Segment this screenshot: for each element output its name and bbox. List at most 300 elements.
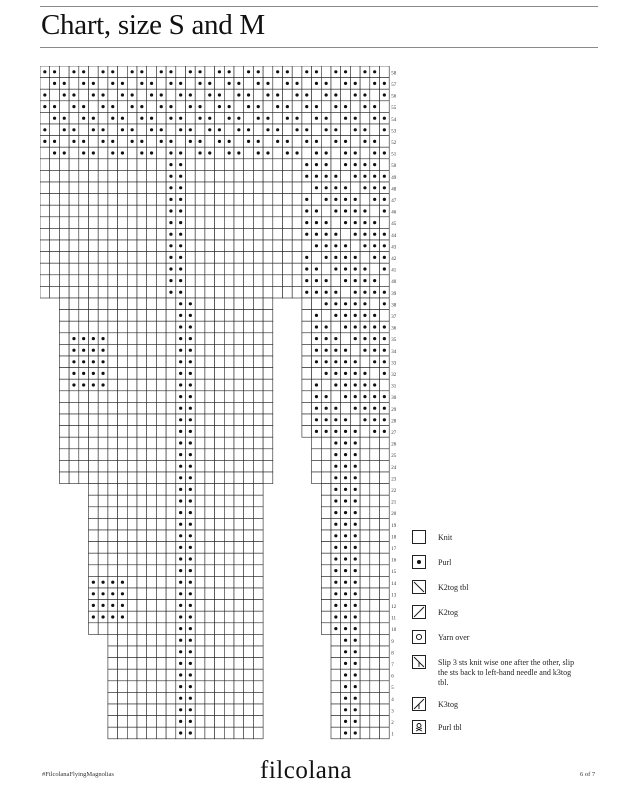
purl-dot — [344, 209, 347, 212]
purl-dot — [354, 604, 357, 607]
knit-icon — [412, 530, 426, 544]
purl-dot — [354, 430, 357, 433]
purl-dot — [247, 105, 250, 108]
chart-cell — [244, 240, 254, 252]
chart-cell — [341, 402, 351, 414]
chart-cell — [215, 112, 225, 124]
chart-cell — [118, 623, 128, 635]
chart-cell — [59, 426, 69, 438]
chart-cell — [253, 716, 263, 728]
chart-cell — [195, 182, 205, 194]
chart-cell — [147, 252, 157, 264]
chart-cell — [205, 66, 215, 78]
chart-cell — [205, 263, 215, 275]
chart-cell — [244, 681, 254, 693]
chart-cell — [205, 658, 215, 670]
chart-cell — [234, 692, 244, 704]
chart-cell — [59, 170, 69, 182]
purl-dot — [325, 430, 328, 433]
purl-dot — [179, 488, 182, 491]
chart-cell — [118, 437, 128, 449]
legend-label-k2tog-tbl: K2tog tbl — [438, 583, 469, 592]
purl-dot — [179, 244, 182, 247]
chart-cell — [263, 205, 273, 217]
chart-cell — [166, 542, 176, 554]
chart-cell — [302, 240, 312, 252]
purl-dot — [354, 279, 357, 282]
row-number: 34 — [391, 349, 397, 355]
chart-cell — [137, 333, 147, 345]
purl-dot — [305, 93, 308, 96]
row-number: 1 — [391, 732, 394, 738]
chart-cell — [98, 240, 108, 252]
purl-dot — [179, 569, 182, 572]
purl-dot — [354, 511, 357, 514]
chart-cell — [321, 484, 331, 496]
chart-cell — [98, 437, 108, 449]
purl-dot — [363, 140, 366, 143]
chart-cell — [224, 623, 234, 635]
chart-cell — [166, 344, 176, 356]
purl-dot — [334, 441, 337, 444]
chart-cell — [195, 170, 205, 182]
purl-dot — [266, 128, 269, 131]
chart-cell — [292, 217, 302, 229]
purl-dot — [334, 198, 337, 201]
chart-cell — [147, 298, 157, 310]
chart-cell — [50, 217, 60, 229]
chart-cell — [234, 600, 244, 612]
chart-cell — [137, 298, 147, 310]
chart-cell — [98, 460, 108, 472]
chart-cell — [137, 182, 147, 194]
purl-dot — [121, 82, 124, 85]
chart-cell — [370, 518, 380, 530]
purl-dot — [189, 511, 192, 514]
chart-cell — [380, 658, 390, 670]
chart-cell — [341, 286, 351, 298]
chart-cell — [137, 159, 147, 171]
chart-cell — [283, 240, 293, 252]
chart-cell — [166, 460, 176, 472]
chart-cell — [195, 484, 205, 496]
purl-dot — [315, 82, 318, 85]
purl-dot — [179, 117, 182, 120]
chart-cell — [263, 321, 273, 333]
chart-cell — [370, 681, 380, 693]
chart-cell — [147, 472, 157, 484]
chart-cell — [108, 495, 118, 507]
purl-dot — [305, 163, 308, 166]
purl-dot — [179, 708, 182, 711]
chart-cell — [147, 669, 157, 681]
chart-cell — [234, 159, 244, 171]
chart-cell — [59, 286, 69, 298]
chart-cell — [118, 402, 128, 414]
chart-cell — [215, 472, 225, 484]
chart-cell — [302, 356, 312, 368]
purl-dot — [315, 418, 318, 421]
purl-dot — [179, 128, 182, 131]
chart-cell — [331, 147, 341, 159]
purl-dot — [344, 117, 347, 120]
chart-cell — [380, 472, 390, 484]
chart-cell — [253, 553, 263, 565]
purl-dot — [354, 93, 357, 96]
chart-cell — [156, 611, 166, 623]
chart-cell — [89, 321, 99, 333]
purl-dot — [315, 349, 318, 352]
chart-cell — [195, 217, 205, 229]
chart-cell — [59, 66, 69, 78]
chart-cell — [118, 356, 128, 368]
chart-cell — [370, 727, 380, 739]
purl-dot — [344, 685, 347, 688]
purl-dot — [179, 151, 182, 154]
legend-label-yarn-over: Yarn over — [438, 633, 470, 642]
chart-cell — [321, 507, 331, 519]
chart-cell — [292, 182, 302, 194]
chart-cell — [360, 658, 370, 670]
chart-cell — [59, 101, 69, 113]
chart-cell — [156, 194, 166, 206]
purl-dot — [82, 360, 85, 363]
chart-cell — [98, 205, 108, 217]
chart-cell — [244, 298, 254, 310]
chart-cell — [215, 681, 225, 693]
purl-dot — [334, 349, 337, 352]
chart-cell — [263, 240, 273, 252]
chart-cell — [253, 170, 263, 182]
chart-cell — [263, 449, 273, 461]
chart-cell — [224, 263, 234, 275]
chart-cell — [215, 460, 225, 472]
purl-dot — [131, 105, 134, 108]
chart-cell — [244, 159, 254, 171]
chart-cell — [244, 310, 254, 322]
chart-cell — [331, 727, 341, 739]
purl-dot — [179, 302, 182, 305]
chart-cell — [79, 298, 89, 310]
chart-cell — [147, 182, 157, 194]
legend-label-slip-3: Slip 3 sts knit wise one after the other, slip the sts back to left-hand needle and k3tog tbl. — [438, 658, 575, 687]
chart-cell — [176, 66, 186, 78]
chart-cell — [166, 449, 176, 461]
chart-cell — [137, 310, 147, 322]
chart-cell — [40, 275, 50, 287]
chart-cell — [370, 507, 380, 519]
chart-cell — [234, 507, 244, 519]
chart-cell — [108, 275, 118, 287]
purl-dot — [354, 360, 357, 363]
chart-cell — [108, 681, 118, 693]
chart-cell — [224, 495, 234, 507]
chart-cell — [118, 727, 128, 739]
chart-cell — [195, 646, 205, 658]
purl-dot — [344, 221, 347, 224]
chart-cell — [69, 228, 79, 240]
chart-cell — [156, 507, 166, 519]
purl-dot — [189, 349, 192, 352]
chart-cell — [215, 530, 225, 542]
chart-cell — [137, 124, 147, 136]
purl-dot — [315, 383, 318, 386]
chart-cell — [118, 298, 128, 310]
chart-cell — [244, 484, 254, 496]
purl-dot — [373, 163, 376, 166]
chart-cell — [118, 252, 128, 264]
chart-cell — [205, 542, 215, 554]
purl-dot — [363, 93, 366, 96]
chart-cell — [156, 78, 166, 90]
chart-cell — [195, 611, 205, 623]
purl-dot — [334, 418, 337, 421]
chart-cell — [69, 275, 79, 287]
purl-dot — [92, 151, 95, 154]
chart-cell — [205, 576, 215, 588]
chart-cell — [40, 217, 50, 229]
chart-cell — [108, 472, 118, 484]
chart-cell — [59, 298, 69, 310]
chart-cell — [244, 646, 254, 658]
chart-cell — [380, 576, 390, 588]
purl-dot — [383, 82, 386, 85]
row-number: 42 — [391, 256, 397, 262]
purl-dot — [344, 140, 347, 143]
chart-cell — [147, 588, 157, 600]
purl-dot — [315, 360, 318, 363]
purl-dot — [383, 175, 386, 178]
chart-cell — [244, 576, 254, 588]
purl-dot — [179, 685, 182, 688]
chart-cell — [205, 460, 215, 472]
purl-dot — [169, 117, 172, 120]
chart-cell — [234, 727, 244, 739]
legend-item-purl — [412, 555, 582, 569]
chart-cell — [205, 623, 215, 635]
chart-cell — [59, 402, 69, 414]
purl-dot — [72, 383, 75, 386]
purl-dot — [354, 499, 357, 502]
purl-dot — [189, 407, 192, 410]
purl-dot — [305, 128, 308, 131]
chart-cell — [69, 391, 79, 403]
chart-cell — [69, 298, 79, 310]
chart-cell — [69, 182, 79, 194]
row-number: 13 — [391, 593, 397, 599]
purl-dot — [373, 349, 376, 352]
chart-cell — [195, 391, 205, 403]
chart-cell — [118, 275, 128, 287]
chart-cell — [147, 136, 157, 148]
purl-dot — [334, 233, 337, 236]
chart-cell — [331, 159, 341, 171]
row-number: 33 — [391, 361, 397, 367]
purl-dot — [354, 581, 357, 584]
chart-cell — [89, 449, 99, 461]
purl-dot — [198, 70, 201, 73]
purl-dot — [189, 639, 192, 642]
purl-dot — [121, 615, 124, 618]
chart-cell — [263, 472, 273, 484]
purl-dot — [111, 151, 114, 154]
page-number: 6 of 7 — [580, 771, 596, 778]
chart-cell — [244, 530, 254, 542]
purl-dot — [354, 673, 357, 676]
knitting-chart — [40, 66, 412, 746]
purl-dot — [121, 592, 124, 595]
purl-dot — [344, 186, 347, 189]
chart-cell — [186, 147, 196, 159]
purl-dot — [169, 209, 172, 212]
chart-cell — [127, 681, 137, 693]
chart-cell — [253, 368, 263, 380]
chart-cell — [234, 66, 244, 78]
purl-dot — [72, 372, 75, 375]
chart-cell — [98, 495, 108, 507]
chart-cell — [79, 205, 89, 217]
chart-cell — [108, 182, 118, 194]
chart-cell — [79, 228, 89, 240]
purl-dot — [383, 337, 386, 340]
chart-cell — [234, 634, 244, 646]
chart-cell — [118, 101, 128, 113]
chart-cell — [156, 205, 166, 217]
row-number: 19 — [391, 523, 397, 529]
row-number: 6 — [391, 674, 394, 680]
chart-cell — [195, 565, 205, 577]
chart-cell — [98, 159, 108, 171]
chart-cell — [253, 565, 263, 577]
chart-cell — [147, 437, 157, 449]
purl-dot — [179, 673, 182, 676]
chart-cell — [186, 194, 196, 206]
chart-cell — [205, 565, 215, 577]
chart-cell — [108, 89, 118, 101]
row-number: 31 — [391, 384, 397, 390]
chart-cell — [89, 565, 99, 577]
purl-dot — [276, 70, 279, 73]
chart-cell — [215, 217, 225, 229]
chart-cell — [127, 286, 137, 298]
purl-dot — [334, 105, 337, 108]
chart-cell — [108, 460, 118, 472]
chart-cell — [195, 669, 205, 681]
chart-cell — [195, 472, 205, 484]
purl-dot — [179, 465, 182, 468]
chart-cell — [253, 205, 263, 217]
chart-cell — [186, 275, 196, 287]
chart-cell — [156, 449, 166, 461]
chart-cell — [118, 159, 128, 171]
purl-dot — [344, 523, 347, 526]
purl-dot — [305, 70, 308, 73]
chart-cell — [98, 217, 108, 229]
chart-cell — [156, 217, 166, 229]
chart-cell — [166, 611, 176, 623]
chart-cell — [108, 321, 118, 333]
chart-cell — [321, 263, 331, 275]
chart-cell — [244, 368, 254, 380]
purl-dot — [72, 337, 75, 340]
chart-cell — [370, 611, 380, 623]
purl-dot — [354, 685, 357, 688]
purl-dot — [363, 244, 366, 247]
chart-cell — [166, 681, 176, 693]
chart-cell — [79, 310, 89, 322]
purl-dot — [383, 395, 386, 398]
purl-dot — [53, 82, 56, 85]
purl-dot — [334, 546, 337, 549]
chart-cell — [147, 727, 157, 739]
chart-cell — [234, 402, 244, 414]
chart-cell — [273, 112, 283, 124]
chart-cell — [137, 449, 147, 461]
purl-dot — [334, 627, 337, 630]
purl-dot — [208, 93, 211, 96]
chart-cell — [215, 286, 225, 298]
chart-cell — [244, 588, 254, 600]
chart-cell — [195, 321, 205, 333]
purl-dot — [325, 395, 328, 398]
chart-cell — [370, 495, 380, 507]
chart-cell — [302, 112, 312, 124]
chart-cell — [341, 170, 351, 182]
purl-dot — [228, 82, 231, 85]
chart-cell — [205, 692, 215, 704]
purl-dot — [344, 697, 347, 700]
chart-cell — [156, 228, 166, 240]
chart-cell — [137, 495, 147, 507]
chart-cell — [118, 379, 128, 391]
chart-cell — [302, 368, 312, 380]
chart-cell — [321, 518, 331, 530]
chart-cell — [69, 402, 79, 414]
chart-cell — [127, 716, 137, 728]
chart-cell — [224, 298, 234, 310]
purl-dot — [354, 291, 357, 294]
chart-cell — [234, 344, 244, 356]
purl-dot — [305, 198, 308, 201]
chart-cell — [127, 600, 137, 612]
chart-cell — [312, 194, 322, 206]
row-number: 50 — [391, 164, 397, 170]
purl-dot — [179, 82, 182, 85]
chart-cell — [234, 356, 244, 368]
chart-cell — [244, 437, 254, 449]
row-number: 3 — [391, 709, 394, 715]
chart-cell — [166, 368, 176, 380]
purl-dot — [63, 82, 66, 85]
purl-dot — [276, 105, 279, 108]
chart-cell — [195, 437, 205, 449]
chart-cell — [380, 437, 390, 449]
chart-cell — [224, 275, 234, 287]
chart-cell — [215, 658, 225, 670]
chart-cell — [147, 344, 157, 356]
purl-dot — [92, 592, 95, 595]
chart-cell — [350, 101, 360, 113]
purl-dot — [266, 93, 269, 96]
chart-cell — [59, 449, 69, 461]
chart-cell — [89, 286, 99, 298]
chart-cell — [215, 402, 225, 414]
chart-cell — [224, 252, 234, 264]
chart-cell — [244, 669, 254, 681]
purl-dot — [305, 175, 308, 178]
chart-cell — [215, 228, 225, 240]
purl-dot — [237, 82, 240, 85]
